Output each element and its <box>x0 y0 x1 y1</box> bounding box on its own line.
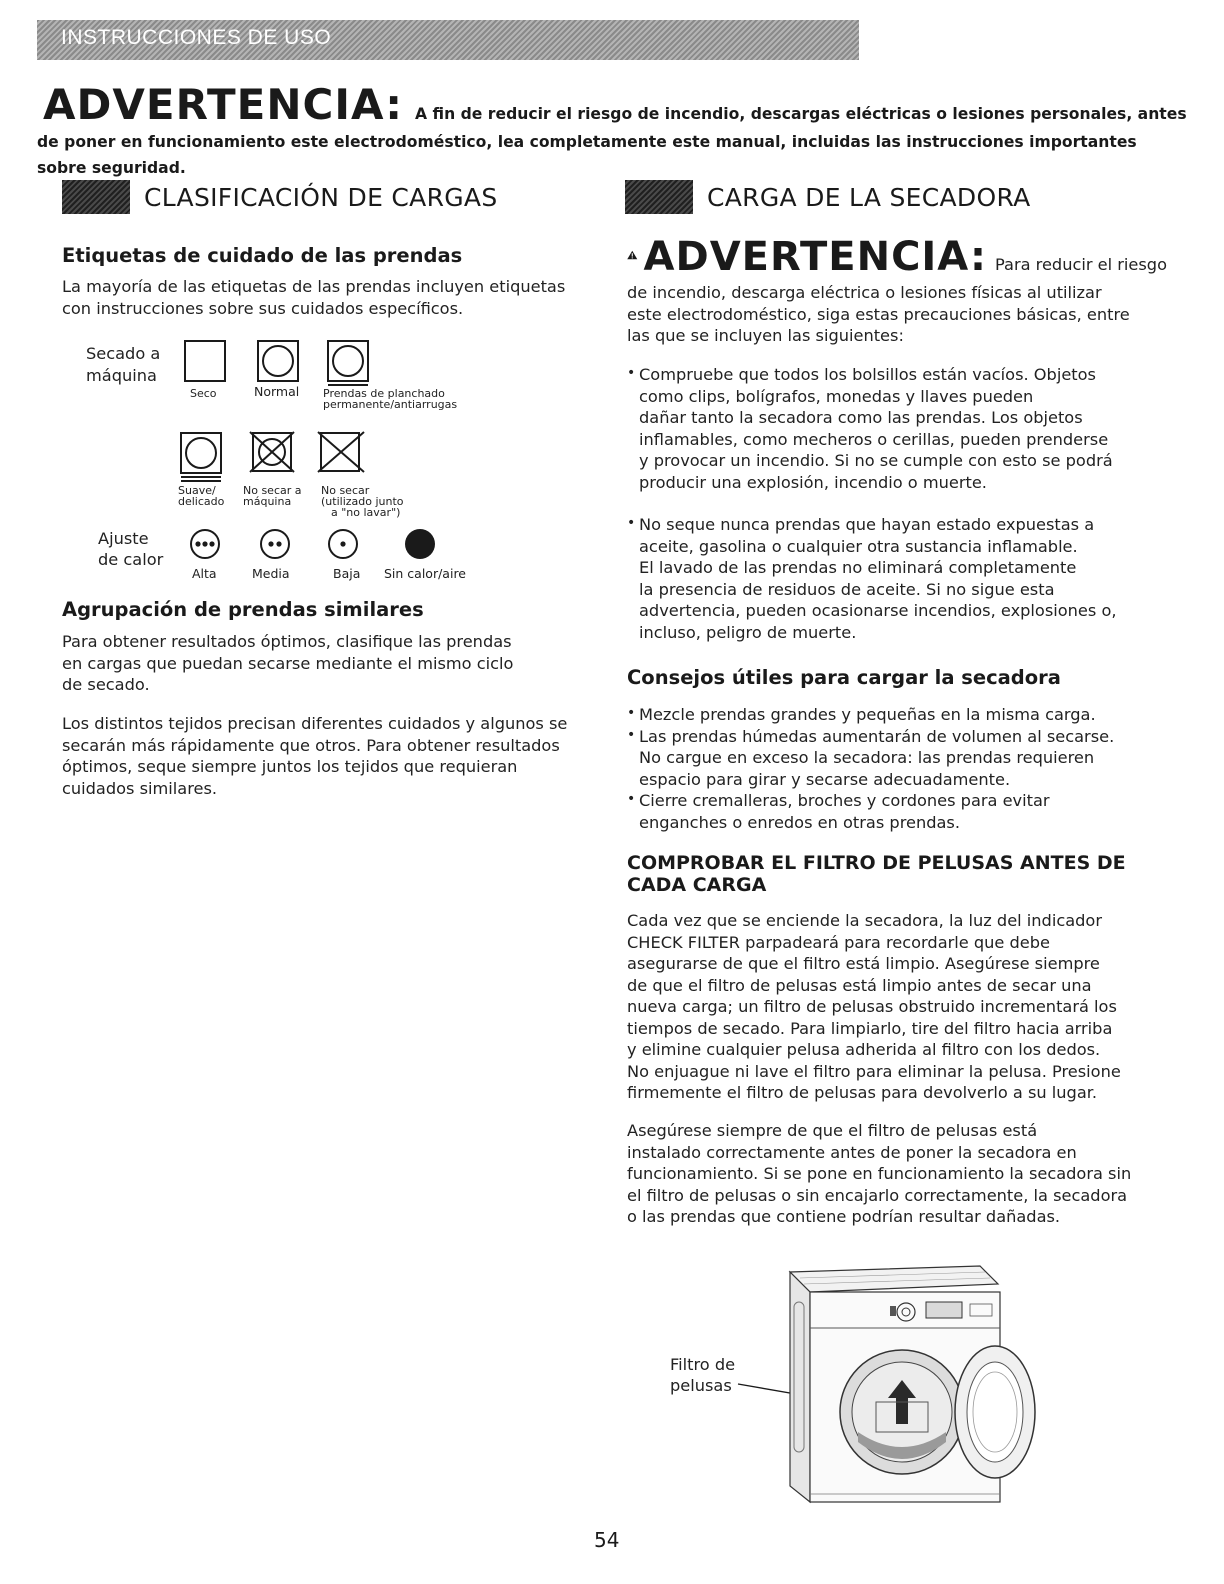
label-line: máquina <box>86 366 157 385</box>
text-line: • Cierre cremalleras, broches y cordones para evitar <box>639 791 1050 810</box>
text-line: • Las prendas húmedas aumentarán de volumen al secarse. <box>639 726 1115 746</box>
heat-low-icon <box>327 528 359 560</box>
text-line: el filtro de pelusas o sin encajarlo correctamente, la secadora <box>627 1185 1128 1205</box>
tumble-dry-permanent-press-icon <box>327 340 369 386</box>
list-item <box>627 726 1167 791</box>
lint-filter-heading <box>627 852 1126 896</box>
text-line: incluso, peligro de muerte. <box>639 622 857 642</box>
text-line: Los distintos tejidos precisan diferentes cuidados y algunos se <box>62 714 568 733</box>
care-labels-text <box>62 276 582 319</box>
symbol-caption-utilizado: (utilizado junto <box>321 495 404 508</box>
symbol-caption-antiarrugas: permanente/antiarrugas <box>323 398 458 411</box>
heading-line: COMPROBAR EL FILTRO DE PELUSAS ANTES DE <box>627 852 1126 874</box>
warning-loading <box>627 234 1167 347</box>
label-line: de calor <box>98 550 164 569</box>
text-line: dañar tanto la secadora como las prendas. Los objetos <box>639 408 1083 427</box>
text-line: espacio para girar y secarse adecuadamente. <box>639 769 1011 789</box>
text-line: CHECK FILTER parpadeará para recordarle que debe <box>627 932 1050 952</box>
text-line: nueva carga; un filtro de pelusas obstruido incrementará los <box>627 997 1117 1016</box>
symbol-caption-seco: Seco <box>190 387 217 400</box>
text-line: instalado correctamente antes de poner la secadora en <box>627 1142 1077 1162</box>
heat-caption-alta: Alta <box>192 566 217 581</box>
list-item <box>627 364 1167 493</box>
text-line: secarán más rápidamente que otros. Para obtener resultados <box>62 735 560 755</box>
grouping-paragraph-2 <box>62 713 602 799</box>
text-line: las que se incluyen las siguientes: <box>627 326 904 345</box>
section-header-clasificacion <box>62 180 498 214</box>
section-header-carga <box>625 180 1031 214</box>
tumble-dry-delicate-icon <box>180 432 222 482</box>
text-line: Cada vez que se enciende la secadora, la luz del indicador <box>627 911 1102 930</box>
text-line: y elimine cualquier pelusa adherida al filtro con los dedos. <box>627 1040 1101 1059</box>
section-title: CLASIFICACIÓN DE CARGAS <box>144 182 498 212</box>
text-line: como clips, bolígrafos, monedas y llaves pueden <box>639 386 1034 406</box>
symbol-caption-no-secar: No secar <box>321 484 370 497</box>
heat-high-icon <box>189 528 221 560</box>
grouping-paragraph-1 <box>62 631 592 696</box>
text-line: en cargas que puedan secarse mediante el mismo ciclo <box>62 653 514 673</box>
tips-list <box>627 704 1167 833</box>
dryer-illustration <box>730 1262 1050 1512</box>
text-line: cuidados similares. <box>62 778 218 798</box>
symbol-caption-maquina: máquina <box>243 495 292 508</box>
lint-paragraph-2 <box>627 1120 1172 1228</box>
text-line: y provocar un incendio. Si no se cumple con esto se podrá <box>639 451 1113 470</box>
text-line: óptimos, seque siempre juntos los tejidos que requieran <box>62 757 518 776</box>
warning-label: ADVERTENCIA: <box>43 80 404 129</box>
warning-top <box>37 80 1187 181</box>
page-number: 54 <box>594 1528 620 1552</box>
heat-setting-label <box>98 528 163 570</box>
lint-paragraph-1 <box>627 910 1172 1104</box>
warning-lead: Para reducir el riesgo <box>995 255 1167 274</box>
heat-caption-sin-calor: Sin calor/aire <box>384 566 466 581</box>
text-line: No cargue en exceso la secadora: las prendas requieren <box>639 748 1095 767</box>
care-labels-line: La mayoría de las etiquetas de las prendas incluyen etiquetas <box>62 277 566 296</box>
label-line: Secado a <box>86 344 161 363</box>
do-not-tumble-dry-icon <box>250 432 294 474</box>
text-line: El lavado de las prendas no eliminará completamente <box>639 558 1077 577</box>
band-label: INSTRUCCIONES DE USO <box>61 26 332 49</box>
section-block-icon <box>625 180 693 214</box>
lint-filter-callout <box>670 1354 735 1396</box>
heat-none-icon <box>404 528 436 560</box>
text-line: de que el filtro de pelusas está limpio antes de secar una <box>627 975 1092 995</box>
text-line: asegurarse de que el filtro está limpio. Asegúrese siempre <box>627 954 1100 973</box>
text-line: firmemente el filtro de pelusas para devolverlo a su lugar. <box>627 1083 1098 1102</box>
text-line: • Mezcle prendas grandes y pequeñas en la misma carga. <box>639 705 1096 724</box>
text-line: funcionamiento. Si se pone en funcionamiento la secadora sin <box>627 1164 1132 1183</box>
section-band <box>37 20 859 60</box>
warning-label: ADVERTENCIA: <box>643 234 987 280</box>
text-line: producir una explosión, incendio o muerte. <box>639 472 987 492</box>
warning-text-line3: sobre seguridad. <box>37 159 186 177</box>
heat-caption-media: Media <box>252 566 290 581</box>
symbol-caption-planchado: Prendas de planchado <box>323 387 445 400</box>
tumble-dry-icon <box>184 340 226 382</box>
text-line: de incendio, descarga eléctrica o lesiones físicas al utilizar <box>627 283 1102 302</box>
symbol-caption-delicado: delicado <box>178 495 225 508</box>
warning-text-line1: A fin de reducir el riesgo de incendio, descargas eléctricas o lesiones personales, antes <box>415 105 1187 123</box>
symbol-caption-no-secar-a: No secar a <box>243 484 302 497</box>
symbol-caption-suave: Suave/ <box>178 484 216 497</box>
label-line: Ajuste <box>98 529 149 548</box>
machine-dry-label <box>86 343 160 387</box>
text-line: de secado. <box>62 675 150 694</box>
section-title: CARGA DE LA SECADORA <box>707 182 1031 212</box>
heat-medium-icon <box>259 528 291 560</box>
warning-triangle-icon <box>627 238 638 272</box>
callout-line: Filtro de <box>670 1355 736 1374</box>
text-line: • Compruebe que todos los bolsillos están vacíos. Objetos <box>639 365 1096 384</box>
text-line: advertencia, pueden ocasionarse incendios, explosiones o, <box>639 601 1117 620</box>
symbol-caption-normal: Normal <box>254 384 300 399</box>
tumble-dry-normal-icon <box>257 340 299 382</box>
text-line: aceite, gasolina o cualquier otra sustancia inflamable. <box>639 536 1078 556</box>
warning-text-line2: de poner en funcionamiento este electrodoméstico, lea completamente este manual, incluidas las instrucciones importantes <box>37 133 1137 151</box>
care-labels-heading: Etiquetas de cuidado de las prendas <box>62 244 463 267</box>
heading-line: CADA CARGA <box>627 874 767 896</box>
text-line: • No seque nunca prendas que hayan estado expuestas a <box>639 515 1095 534</box>
text-line: Para obtener resultados óptimos, clasifique las prendas <box>62 632 512 651</box>
list-item <box>627 704 1167 726</box>
grouping-heading: Agrupación de prendas similares <box>62 598 424 621</box>
text-line: este electrodoméstico, siga estas precauciones básicas, entre <box>627 304 1130 324</box>
text-line: la presencia de residuos de aceite. Si no sigue esta <box>639 579 1055 599</box>
heat-caption-baja: Baja <box>333 566 361 581</box>
precaution-list <box>627 364 1167 643</box>
text-line: o las prendas que contiene podrían resultar dañadas. <box>627 1207 1061 1226</box>
text-line: tiempos de secado. Para limpiarlo, tire del filtro hacia arriba <box>627 1018 1113 1038</box>
list-item <box>627 790 1167 833</box>
text-line: enganches o enredos en otras prendas. <box>639 812 960 832</box>
text-line: No enjuague ni lave el filtro para eliminar la pelusa. Presione <box>627 1061 1121 1081</box>
section-block-icon <box>62 180 130 214</box>
tips-heading: Consejos útiles para cargar la secadora <box>627 666 1061 689</box>
care-labels-line: con instrucciones sobre sus cuidados específicos. <box>62 298 464 318</box>
symbol-caption-no-lavar: a "no lavar") <box>331 506 401 519</box>
callout-line: pelusas <box>670 1376 732 1395</box>
text-line: Asegúrese siempre de que el filtro de pelusas está <box>627 1121 1038 1140</box>
text-line: inflamables, como mecheros o cerillas, pueden prenderse <box>639 429 1109 449</box>
do-not-dry-icon <box>318 432 364 474</box>
list-item <box>627 514 1167 643</box>
